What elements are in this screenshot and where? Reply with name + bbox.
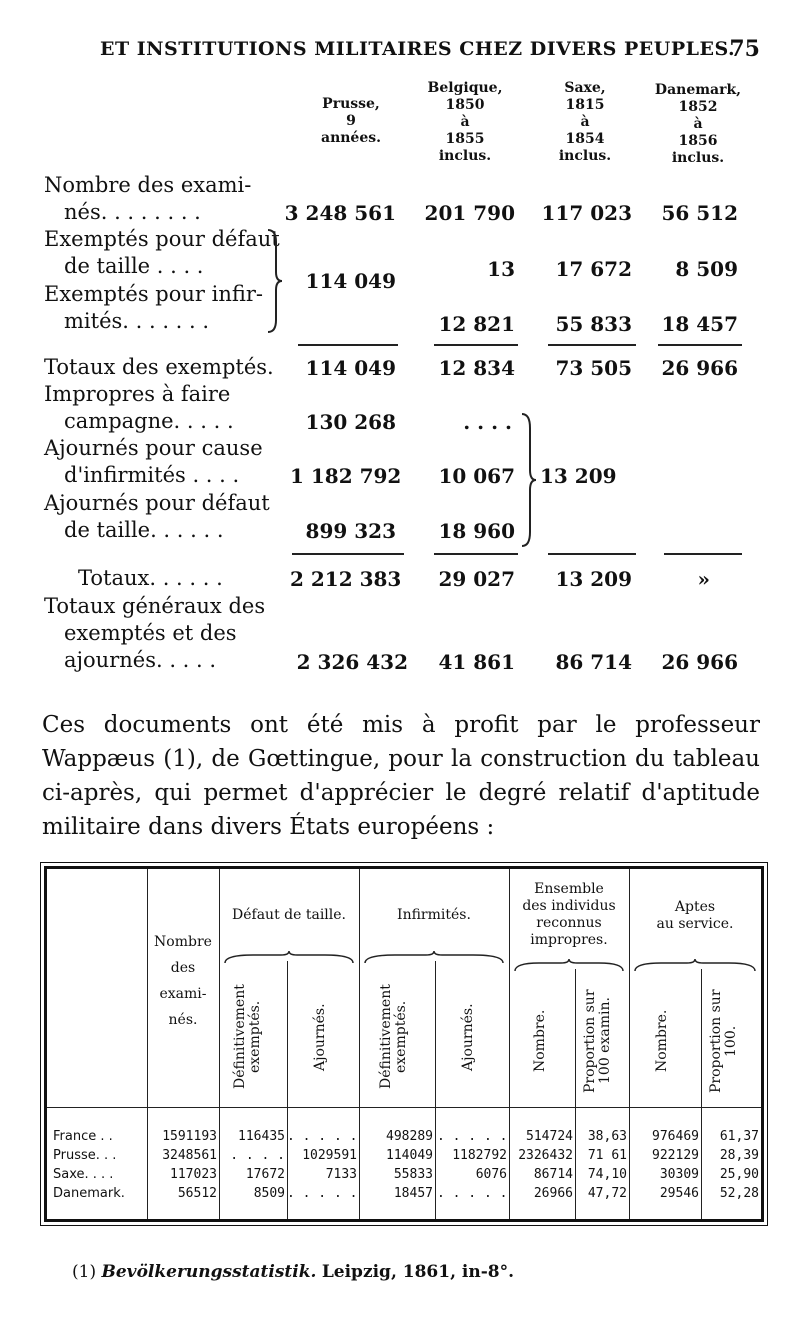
cell-value: 130 268: [305, 410, 396, 434]
col-line: inclus.: [671, 150, 725, 166]
row-label: Impropres à faire: [44, 382, 231, 406]
table-cell: 922129: [652, 1148, 699, 1163]
table-cell: 6076: [475, 1167, 507, 1182]
table-cell: 976469: [652, 1129, 699, 1144]
table-cell: 7133: [325, 1167, 357, 1182]
table-cell: . . . .: [230, 1148, 285, 1163]
col-line: années.: [321, 130, 381, 146]
subheader-ajournes: Ajournés.: [460, 1003, 476, 1071]
row-label: ajournés. . . . .: [64, 648, 217, 672]
footnote-marker: (1): [72, 1262, 97, 1282]
row-label: Totaux généraux des: [44, 594, 266, 618]
col-line: inclus.: [558, 148, 612, 164]
sum-rule: [292, 553, 404, 555]
header-line: impropres.: [530, 932, 608, 948]
header-title: ET INSTITUTIONS MILITAIRES CHEZ DIVERS PEUPLES.: [100, 38, 736, 60]
cell-value: 56 512: [661, 201, 738, 225]
row-label: Exemptés pour défaut: [44, 227, 280, 251]
cell-value: 13 209: [555, 567, 632, 591]
subheader-def-exemptes: Définitivement exemptés.: [378, 984, 409, 1090]
table-cell: 17672: [245, 1167, 285, 1182]
cell-value: 1 182 792: [290, 464, 402, 488]
cell-value: 55 833: [555, 312, 632, 336]
header-ensemble: [509, 881, 629, 949]
table-cell: 55833: [393, 1167, 433, 1182]
body-paragraph: Ces documents ont été mis à profit par le professeur Wappæus (1), de Gœttingue, pour la construction du tableau ci-après, qui permet d'apprécier le degré relatif d'aptitude militaire dans divers États européens :: [42, 712, 760, 840]
col-country: Danemark,: [654, 82, 742, 98]
cell-value: 117 023: [541, 201, 632, 225]
table-cell: 61,37: [719, 1129, 759, 1144]
right-brace-icon: [266, 228, 284, 334]
sum-rule: [548, 553, 636, 555]
cell-value: 12 821: [438, 312, 515, 336]
col-divider: [701, 969, 702, 1219]
table-cell: 3248561: [162, 1148, 217, 1163]
cell-value: 13 209: [540, 464, 617, 488]
row-label: d'infirmités . . . .: [64, 463, 240, 487]
cell-value: 114 049: [305, 269, 396, 293]
col-line: 1854: [565, 131, 605, 147]
cell-value: 29 027: [438, 567, 515, 591]
row-label: France . .: [53, 1129, 113, 1144]
row-label: Prusse. . .: [53, 1148, 117, 1163]
col-line: 1815: [565, 97, 605, 113]
table-cell: 116435: [238, 1129, 285, 1144]
cell-value: 17 672: [555, 257, 632, 281]
row-label: campagne. . . . .: [64, 409, 234, 433]
table-cell: . . . . .: [287, 1129, 358, 1144]
cell-value: 899 323: [305, 519, 396, 543]
header-rule: [47, 1107, 761, 1108]
table-cell: 28,39: [719, 1148, 759, 1163]
footnote-title: Bevölkerungsstatistik.: [101, 1262, 317, 1282]
header-line: Aptes: [674, 899, 716, 915]
header-line: reconnus: [536, 915, 602, 931]
cell-value: 73 505: [555, 356, 632, 380]
cell-value: . . . .: [463, 410, 512, 434]
row-label: de taille . . . .: [64, 254, 204, 278]
cell-value: 3 248 561: [284, 201, 396, 225]
col-divider: [147, 869, 148, 1219]
table-cell: 74,10: [587, 1167, 627, 1182]
cell-value: 41 861: [438, 650, 515, 674]
row-label: Totaux. . . . . .: [78, 566, 223, 590]
row-label: Totaux des exemptés.: [44, 355, 274, 379]
footnote-rest: Leipzig, 1861, in-8°.: [321, 1262, 515, 1282]
cell-value: 13: [487, 257, 515, 281]
right-brace-icon: [520, 412, 538, 548]
table-cell: . . . . .: [437, 1129, 508, 1144]
table-cell: 30309: [659, 1167, 699, 1182]
header-aptes: [629, 899, 761, 933]
cell-value: 2 212 383: [290, 567, 402, 591]
table-cell: 56512: [177, 1186, 217, 1201]
header-infirmites: Infirmités.: [397, 907, 471, 923]
header-line: des: [170, 960, 196, 976]
table-cell: 514724: [526, 1129, 573, 1144]
footnote: [72, 1262, 514, 1282]
table-cell: 498289: [386, 1129, 433, 1144]
cell-value: 18 457: [661, 312, 738, 336]
col-line: 1852: [678, 99, 718, 115]
col-divider: [435, 961, 436, 1219]
col-country: Belgique,: [427, 80, 503, 96]
row-label: exemptés et des: [64, 621, 237, 645]
row-label: Danemark.: [53, 1186, 125, 1201]
table-cell: 29546: [659, 1186, 699, 1201]
row-label: Ajournés pour cause: [44, 436, 263, 460]
row-label: Nombre des exami-: [44, 173, 252, 197]
table-cell: . . . . .: [437, 1186, 508, 1201]
cell-value: 2 326 432: [296, 650, 408, 674]
cell-value: 8 509: [675, 257, 738, 281]
cell-value: 86 714: [555, 650, 632, 674]
cell-value: 114 049: [305, 356, 396, 380]
col-line: 1856: [678, 133, 718, 149]
col-line: 1850: [445, 97, 485, 113]
cell-value: 26 966: [661, 356, 738, 380]
brace-icon: [223, 951, 355, 965]
col-line: à: [580, 114, 590, 130]
subheader-ajournes: Ajournés.: [312, 1003, 328, 1071]
page-number: 75: [729, 36, 760, 62]
table-cell: 47,72: [587, 1186, 627, 1201]
row-label: de taille. . . . . .: [64, 518, 224, 542]
brace-icon: [513, 959, 625, 973]
table-cell: 86714: [533, 1167, 573, 1182]
running-header: [100, 38, 760, 66]
row-label: Exemptés pour infir-: [44, 282, 263, 306]
col-line: inclus.: [438, 148, 492, 164]
cell-value: 201 790: [424, 201, 515, 225]
row-label: nés. . . . . . . .: [64, 200, 201, 224]
sum-rule: [658, 344, 742, 346]
table-cell: 38,63: [587, 1129, 627, 1144]
header-defaut-taille: Défaut de taille.: [232, 907, 346, 923]
col-line: à: [693, 116, 703, 132]
table-cell: . . . . .: [287, 1186, 358, 1201]
cell-value: 18 960: [438, 519, 515, 543]
col-country: Saxe,: [564, 80, 606, 96]
cell-value: 26 966: [661, 650, 738, 674]
table-cell: 1591193: [162, 1129, 217, 1144]
cell-value: »: [697, 567, 710, 591]
header-line: nés.: [168, 1012, 198, 1028]
header-nombre: [147, 929, 219, 1033]
col-line: 1855: [445, 131, 485, 147]
header-line: exami-: [159, 986, 207, 1002]
sum-rule: [298, 344, 398, 346]
table-cell: 1182792: [452, 1148, 507, 1163]
table-cell: 18457: [393, 1186, 433, 1201]
wappaeus-table: [44, 866, 764, 1222]
row-label: Ajournés pour défaut: [44, 491, 270, 515]
subheader-def-exemptes: Définitivement exemptés.: [232, 984, 263, 1090]
col-line: à: [460, 114, 470, 130]
cell-value: 10 067: [438, 464, 515, 488]
brace-icon: [633, 959, 757, 973]
row-label: Saxe. . . .: [53, 1167, 114, 1182]
row-label: mités. . . . . . .: [64, 309, 210, 333]
col-divider: [575, 969, 576, 1219]
sum-rule: [434, 553, 518, 555]
table-cell: 117023: [170, 1167, 217, 1182]
sum-rule: [664, 553, 742, 555]
header-line: au service.: [656, 916, 734, 932]
table-cell: 71 61: [587, 1148, 627, 1163]
subheader-nombre: Nombre.: [654, 1009, 670, 1073]
table-cell: 8509: [253, 1186, 285, 1201]
col-line: 9: [346, 113, 356, 129]
header-line: des individus: [522, 898, 616, 914]
table-cell: 52,28: [719, 1186, 759, 1201]
table-cell: 2326432: [518, 1148, 573, 1163]
table-cell: 1029591: [302, 1148, 357, 1163]
sum-rule: [434, 344, 518, 346]
table-cell: 114049: [386, 1148, 433, 1163]
header-line: Nombre: [154, 934, 212, 950]
subheader-proportion: Proportion sur 100 examin.: [582, 989, 613, 1093]
col-country: Prusse,: [322, 96, 380, 112]
brace-icon: [363, 951, 505, 965]
table-cell: 25,90: [719, 1167, 759, 1182]
cell-value: 12 834: [438, 356, 515, 380]
sum-rule: [548, 344, 636, 346]
table-cell: 26966: [533, 1186, 573, 1201]
subheader-proportion: Proportion sur 100.: [708, 989, 739, 1093]
header-line: Ensemble: [534, 881, 604, 897]
subheader-nombre: Nombre.: [532, 1009, 548, 1073]
